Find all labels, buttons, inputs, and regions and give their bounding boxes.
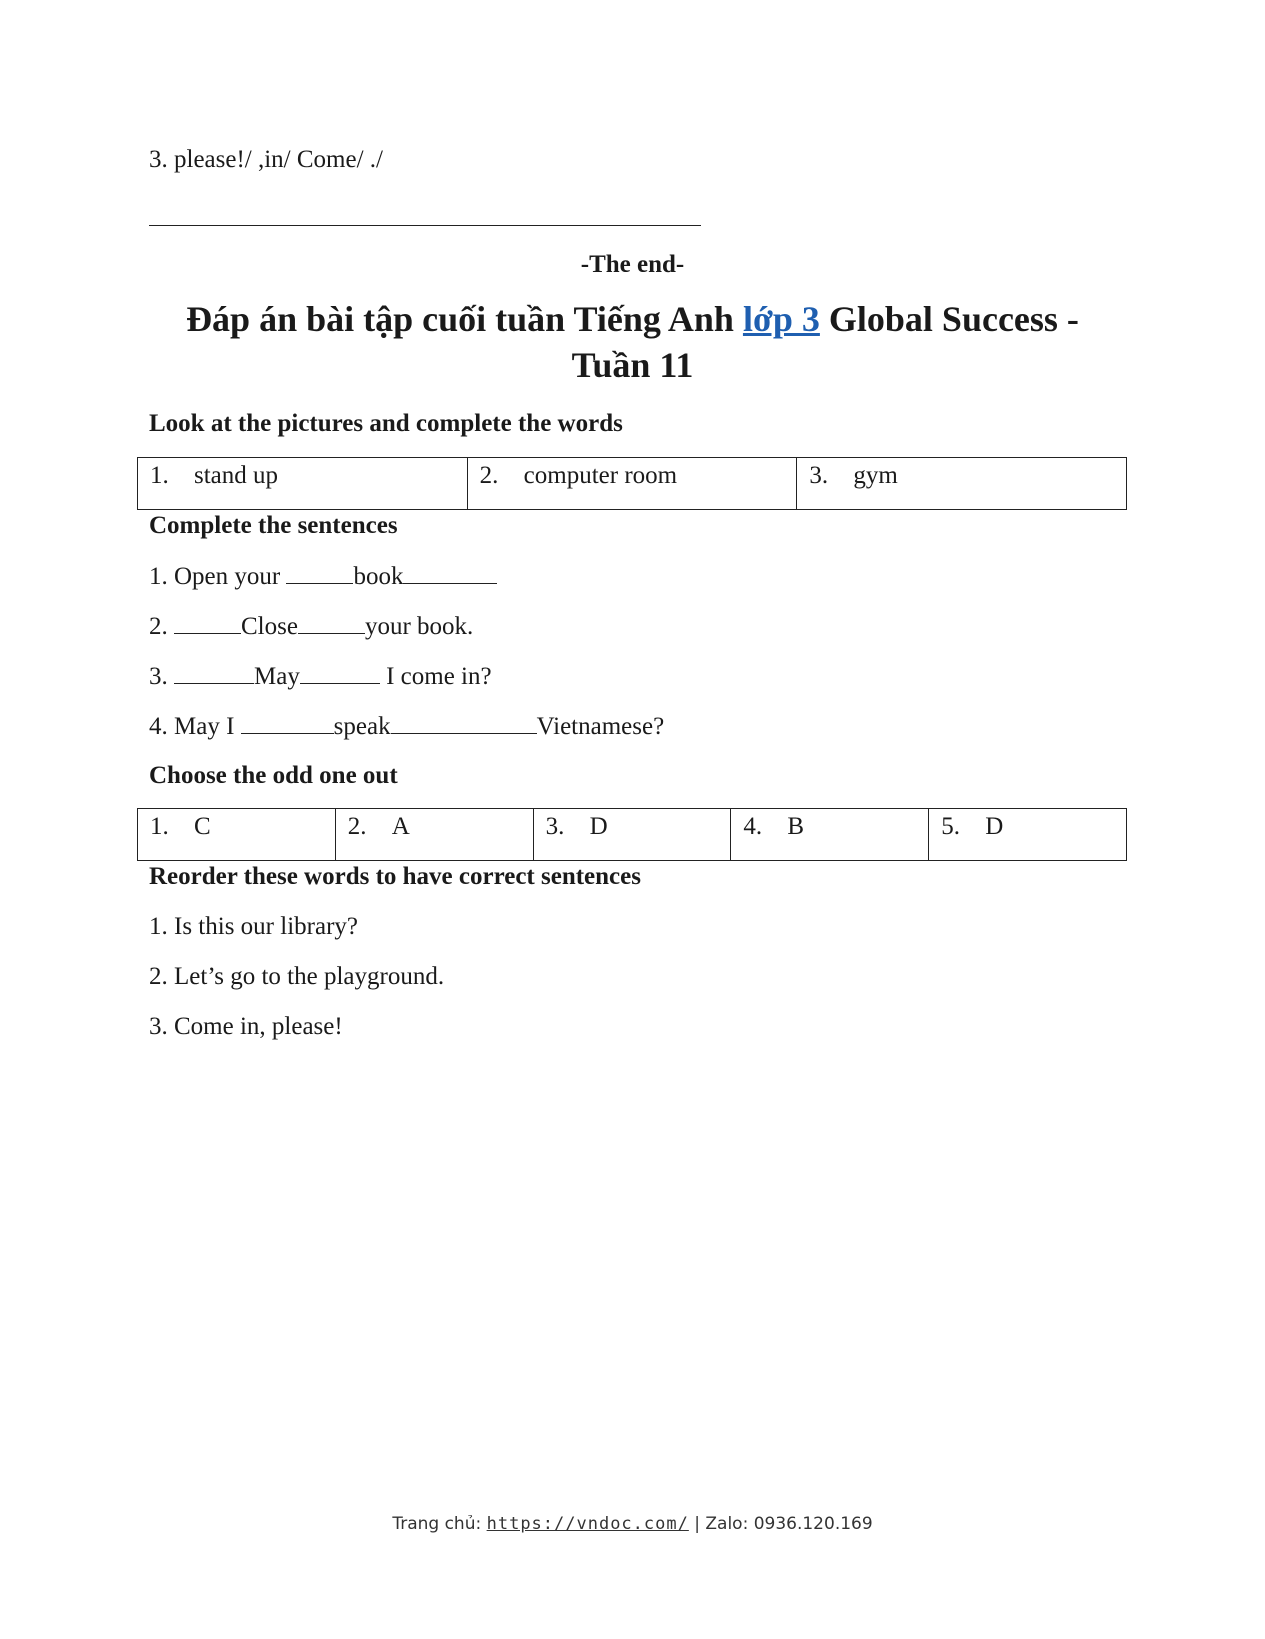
section-heading-odd-one-out: Choose the odd one out: [149, 762, 398, 789]
answer-number: 1.: [150, 462, 169, 489]
answers-table-words: [137, 457, 1127, 510]
answer-text: D: [985, 813, 1004, 840]
answer-text: B: [787, 813, 805, 840]
answer-key-title: [120, 296, 1145, 388]
page-footer: [0, 1514, 1265, 1534]
title-part-2: Global Success -: [819, 299, 1079, 339]
answer-cell: [797, 458, 1127, 510]
answer-number: 1.: [150, 813, 169, 840]
answer-word: speak: [333, 713, 391, 740]
answer-text: stand up: [194, 462, 279, 489]
answer-line: [149, 225, 701, 226]
sentence-1: [149, 561, 497, 592]
answer-word: book: [353, 563, 404, 590]
answer-number: 2.: [479, 462, 499, 489]
title-part-1: Đáp án bài tập cuối tuần Tiếng Anh: [186, 299, 743, 339]
answer-number: 3.: [545, 813, 565, 840]
sentence-text: I come in?: [379, 663, 492, 690]
answer-text: gym: [853, 462, 898, 489]
homepage-link[interactable]: https://vndoc.com/: [486, 1514, 689, 1534]
reorder-answer-1: 1. Is this our library?: [149, 913, 358, 940]
answer-text: D: [589, 813, 608, 840]
sentence-text: 3.: [149, 663, 174, 690]
section-heading-complete: Complete the sentences: [149, 512, 398, 539]
blank-line: [298, 611, 365, 634]
blank-line: [403, 561, 497, 584]
answer-cell: [467, 458, 797, 510]
answer-word: Close: [241, 613, 298, 640]
answer-cell: [929, 809, 1127, 861]
blank-line: [300, 661, 380, 684]
footer-contact: | Zalo: 0936.120.169: [688, 1514, 873, 1534]
answer-cell: [533, 809, 731, 861]
reorder-answer-3: 3. Come in, please!: [149, 1013, 343, 1040]
blank-line: [174, 611, 241, 634]
reorder-answer-2: 2. Let’s go to the playground.: [149, 963, 445, 990]
sentence-text: your book.: [364, 613, 474, 640]
blank-line: [286, 561, 353, 584]
reorder-question-3: 3. please!/ ,in/ Come/ ./: [149, 146, 383, 173]
section-heading-reorder: Reorder these words to have correct sentences: [149, 863, 641, 890]
sentence-3: [149, 661, 492, 692]
answer-cell: [138, 809, 336, 861]
blank-line: [391, 711, 537, 734]
answer-cell: [335, 809, 533, 861]
answer-cell: [731, 809, 929, 861]
title-part-3: Tuần 11: [571, 345, 694, 385]
answer-word: May: [254, 663, 300, 690]
the-end-label: -The end-: [580, 251, 685, 278]
sentence-text: Vietnamese?: [536, 713, 665, 740]
answer-number: 5.: [941, 813, 960, 840]
answer-number: 2.: [347, 813, 367, 840]
section-heading-look: Look at the pictures and complete the words: [149, 410, 623, 437]
sentence-text: 1. Open your: [149, 563, 287, 590]
grade-link[interactable]: lớp 3: [742, 299, 820, 339]
answer-cell: [138, 458, 468, 510]
answers-table-odd-one-out: [137, 808, 1127, 861]
blank-line: [241, 711, 334, 734]
sentence-4: [149, 711, 664, 742]
answer-text: computer room: [523, 462, 678, 489]
sentence-text: 2.: [149, 613, 174, 640]
sentence-2: [149, 611, 473, 642]
answer-text: A: [391, 813, 410, 840]
answer-text: C: [194, 813, 211, 840]
footer-label: Trang chủ:: [392, 1514, 487, 1534]
answer-number: 4.: [743, 813, 763, 840]
sentence-text: 4. May I: [149, 713, 241, 740]
answer-number: 3.: [809, 462, 829, 489]
blank-line: [174, 661, 254, 684]
